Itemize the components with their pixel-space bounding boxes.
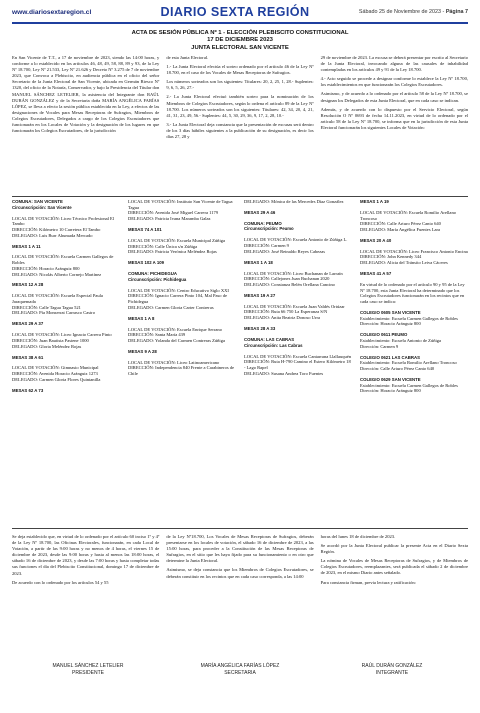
listing-line: DIRECCIÓN: Calle Arturo Pérez Canto 640 (360, 221, 441, 227)
listing-line: MESAS 19 A 27 (244, 292, 276, 298)
listing-column (244, 199, 352, 519)
listing-entry (12, 199, 120, 210)
signatory-role: INTEGRANTE (375, 670, 409, 676)
listing-entry (12, 254, 120, 277)
listing-line: MESAS 20 A 40 (360, 237, 392, 243)
listing-entry (360, 377, 468, 394)
listing-entry (12, 293, 120, 316)
listing-line: LOCAL DE VOTACIÓN: Escuela Cantarrana Llallauquén (244, 353, 352, 359)
listing-line: Dirección: Carmen 9 (360, 343, 399, 349)
listing-line: MESAS 102 A 109 (128, 260, 164, 266)
listing-line: DELEGADO: Pía Monserrat Carrasco Castro (12, 310, 96, 316)
listing-line: MESAS 28 A 33 (244, 326, 276, 332)
section-divider (12, 196, 468, 197)
listing-line: En virtud de lo ordenado por el artículo 90 y 95 de la Ley Nº 18.700, esta Junta Electoral ha determinado que los Colegios Escrutadores funcionarán en los recintos que en cada caso se indica: (360, 281, 465, 305)
listing-line: MESAS 1 A 18 (244, 259, 273, 265)
listing-line: DIRECCIÓN: Ignacio Carrera Pinto 104, Mal Paso de Pichidegua (128, 293, 228, 305)
newspaper-title: DIARIO SEXTA REGIÓN (160, 5, 310, 19)
listing-line: COMUNA: LAS CABRAS (244, 336, 295, 342)
listing-line: LOCAL DE VOTACIÓN: Escuela Carmen Gallegos de Robles (12, 254, 114, 266)
listing-entry (244, 237, 352, 254)
listing-line: MESAS 38 A 61 (12, 354, 44, 360)
listing-entry (12, 332, 120, 349)
listing-line: DIRECCIÓN: Avenida Horacio Aránguiz 1273 (12, 371, 98, 377)
intro-column (321, 55, 468, 143)
listing-line: DELEGADO: Anita Beatriz Donoso Urra (244, 315, 321, 321)
listing-column (360, 199, 468, 519)
listing-entry (244, 199, 352, 205)
closing-paragraph: Para constancia firman, previa lectura y ratificación: (320, 579, 416, 585)
signatory-name: MARÍA ANGÉLICA FARÍAS LÓPEZ (200, 663, 280, 669)
closing-column (321, 534, 468, 589)
listing-line: DIRECCIÓN: Ruta 66 750 La Esperanza S/N (244, 309, 328, 315)
listing-entry (244, 221, 352, 232)
listing-line: COLEGIO 0605 SAN VICENTE (360, 309, 421, 315)
listing-line: MESAS 12 A 28 (12, 282, 44, 288)
listing-line: DIRECCIÓN: Independencia 840 Frente a Carabineros de Chile (128, 365, 235, 377)
listing-line: COMUNA: PICHIDEGUA (128, 271, 177, 277)
listing-line: Establecimiento: Escuela Romilio Arellano Troncoso (360, 360, 457, 366)
listing-entry (244, 304, 352, 321)
listing-line: DIRECCIÓN: Carmen 9 (244, 243, 289, 249)
listing-entry (128, 260, 236, 266)
listing-line: DIRECCIÓN: Santa María 439 (128, 332, 186, 338)
listing-line: Establecimiento: Escuela Antonio de Zúñiga (360, 337, 442, 343)
listing-line: DELEGADO: Carmen Gloria Carter Contreras (128, 304, 214, 310)
listing-entry (244, 210, 352, 216)
listing-line: LOCAL DE VOTACIÓN: Escuela Enrique Serrano (128, 326, 222, 332)
listing-line: DIRECCIÓN: Ruta H-790 Camino el Estero Kilómetro 18 - Lago Rapel (244, 359, 351, 370)
listing-line: DIRECCIÓN: Kilómetro 10 Carretera El Tambo (12, 227, 101, 232)
closing-paragraph: De acuerdo con lo ordenado por los artículos 54 y 55 (12, 579, 109, 585)
listing-line: Dirección: Horacio Aránguiz 800 (360, 388, 421, 394)
listing-line: Circunscripción: Peumo (244, 226, 294, 232)
intro-paragraph: En San Vicente de T.T., a 17 de noviembre de 2023, siendo las 14:00 horas, y conforme a lo establecido en los artículos 46, 48, 49, 58, 88, 89 y 93, de la Ley Nº 18.700, Ley Nº 21.533, Ley Nº 21.626 y Decreto Nº 3.275 de 7 de noviembre 2023, que Convoca a Plebiscito, en audiencia pública en el oficio del señor Secretario de la Junta Electoral de San Vicente, ubicada en Germán Riesco Nº 1320, del oficio de la Notaría, Conservador, y bajo la Presidencia del Titular don MANUEL SÁNCHEZ LETELIER, la asistencia del Integrante don RAÚL DURÁN GONZÁLEZ y de la Secretaria doña MARÍA ANGÉLICA FARÍAS LÓPEZ, se lleva a efecto la sesión pública establecida en la Ley, a efectos de las designaciones de Vocales para Mesas Receptoras de Sufragios, Miembros de Colegios Escrutadores, Delegados a cargo de los Colegios Escrutadores que funcionarán en los Locales de Votación y la designación de los lugares en que funcionarán los Colegios Escrutadores, de la jurisdicción (12, 55, 160, 134)
intro-paragraph: 3.- La Junta Electoral deja constancia que la presentación de excusas será dentro de los 3 días hábiles siguientes a la publicación de su designación, es decir los días 27, 28 y (166, 121, 314, 140)
signatory-name: RAÚL DURÁN GONZÁLEZ (361, 663, 423, 669)
document-title-line2: 17 DE DICIEMBRE 2023 (207, 37, 273, 44)
listing-line: MESAS 1 A 19 (360, 199, 389, 204)
signature-block (316, 663, 468, 677)
listing-entry (128, 238, 236, 255)
listing-line: DELEGADO: Patricia Verónica Meléndez Rojas (128, 249, 217, 255)
listing-line: MESAS 1 A 8 (128, 315, 155, 321)
listing-line: LOCAL DE VOTACIÓN: Liceo Buchanan de Larraín (244, 270, 343, 276)
listing-line: DELEGADO: Susana Andrea Toro Fuentes (244, 370, 324, 376)
listing-line: DIRECCIÓN: Horacio Aránguiz 800 (12, 265, 80, 271)
signatory-role: PRESIDENTE (72, 670, 104, 676)
listing-entry (128, 349, 236, 355)
listing-line: MESAS 29 A 37 (12, 321, 44, 327)
closing-paragraph: de la Ley Nº18.700, Los Vocales de Mesas Receptoras de Sufragios, deberán presentarse en los locales de votación, el sábado 16 de diciembre de 2023, a las 15:00 horas, para proceder a la Constitución de las Mesas Receptoras de Sufragios, en el sitio que les haya fijado para su funcionamiento o en otro que determine la Junta Electoral. (166, 534, 314, 564)
listing-line: LOCAL DE VOTACIÓN: Centro Educativo Siglo XXI (128, 287, 229, 293)
listing-entry (128, 327, 236, 344)
listing-line: DIRECCIÓN: Calle Única s/n Zúñiga (128, 243, 198, 249)
listing-line: DIRECCIÓN: Juan Bautista Pastene 1000 (12, 337, 89, 343)
listing-line: LOCAL DE VOTACIÓN: Liceo Francisco Antonio Encina (360, 248, 468, 254)
listing-entry (360, 310, 468, 327)
section-divider (12, 528, 468, 529)
listing-line: LOCAL DE VOTACIÓN: Liceo Latinoamericano (128, 359, 220, 365)
listing-line: DELEGADO: Luis Burr Ahumada Mercado (12, 232, 93, 238)
listing-entry (244, 260, 352, 266)
listing-entry (360, 271, 468, 277)
listing-line: LOCAL DE VOTACIÓN: Escuela Especial Paula Jaraquemada (12, 293, 103, 305)
listing-line: DIRECCIÓN: Avenida José Miguel Carrera 1179 (128, 210, 219, 216)
listing-line: COLEGIO 0629 SAN VICENTE (360, 376, 421, 382)
polling-places-listing (12, 199, 468, 519)
listing-line: COLEGIO 0621 LAS CABRAS (360, 354, 420, 360)
listing-entry (128, 316, 236, 322)
closing-paragraph: Se deja establecido que, en virtud de lo ordenado por el artículo 60 inciso 1º y 4º de la Ley Nº 18.700, las Oficinas Electorales, funcionarán, en cada Local de Votación, a partir de las 9:00 horas y no menos de 4 horas, el viernes 15 de diciembre de 2023, desde las 9:00 horas y hasta al menos las 18:00 horas, el sábado 16 de diciembre de 2023, y desde las 7:00 horas y hasta completar todas sus funciones el día del Plebiscito Constitucional, domingo 17 de diciembre de 2023. (12, 534, 160, 576)
listing-line: LOCAL DE VOTACIÓN: Escuela Municipal Zúñiga (128, 237, 225, 243)
signatures (12, 663, 468, 677)
listing-entry (244, 354, 352, 377)
document-title-line1: ACTA DE SESIÓN PÚBLICA Nº 1 - ELECCIÓN PLEBISCITO CONSTITUCIONAL (131, 30, 349, 36)
listing-entry (128, 227, 236, 233)
listing-entry (12, 321, 120, 327)
issue-date-text: Sábado 25 de Noviembre de 2023 - (358, 9, 446, 15)
listing-entry (128, 271, 236, 282)
signatory-role: SECRETARIA (224, 670, 256, 676)
listing-line: COMUNA: PEUMO (244, 220, 282, 226)
listing-entry (128, 360, 236, 377)
listing-line: DELEGADO: María Angélica Fuentes Lara (360, 227, 441, 232)
listing-line: Circunscripción: Las Cabras (244, 342, 303, 348)
listing-entry (360, 199, 468, 205)
listing-line: Circunscripción: Pichidegua (128, 276, 187, 282)
listing-entry (244, 326, 352, 332)
signatory-name: MANUEL SÁNCHEZ LETELIER (52, 663, 124, 669)
listing-line: LOCAL DE VOTACIÓN: Liceo Técnico Profesional El Tambo (12, 215, 115, 227)
listing-line: MESAS 29 A 46 (244, 209, 276, 215)
listing-line: LOCAL DE VOTACIÓN: Liceo Ignacio Carrera Pinto (12, 332, 112, 338)
intro-column (166, 55, 313, 143)
intro-column (12, 55, 159, 143)
listing-line: MESAS 41 A 57 (360, 271, 392, 277)
intro-paragraph: de esta Junta Electoral. (166, 55, 209, 60)
listing-entry (12, 216, 120, 239)
intro-paragraph: 2.- La Junta Electoral efectuó también sorteo para la nominación de los Miembros de Colegios Escrutadores, según lo ordena el artículo 89 de la Ley Nº 18.700. Los números sorteados son los siguientes: Titulares: 42, 34, 20, 4, 21, 41, 31, 23, 49, 56.- Suplentes: 44, 5, 30, 29, 36, 9, 17, 2, 28, 10.- (166, 94, 314, 118)
listing-line: MESAS 62 A 73 (12, 387, 44, 393)
listing-line: DELEGADO: Constanza Belén Orellana Cancino (244, 281, 335, 287)
listing-entry (360, 238, 468, 244)
page-header (12, 3, 468, 21)
page-number: Página 7 (445, 9, 468, 15)
listing-entry (12, 388, 120, 394)
listing-line: DELEGADO: Mónica de las Mercedes Díaz González (244, 199, 344, 204)
listing-entry (244, 293, 352, 299)
listing-line: Establecimiento: Escuela Carmen Gallegos de Robles (360, 315, 458, 321)
listing-line: DELEGADO: José Reinaldo Reyes Cabezas (244, 248, 326, 254)
closing-column (166, 534, 313, 589)
intro-section (12, 55, 468, 143)
listing-entry (12, 365, 120, 382)
document-title-line3: JUNTA ELECTORAL SAN VICENTE (191, 44, 289, 51)
listing-entry (360, 332, 468, 349)
intro-paragraph: 4.- Acto seguido se procede a designar conforme lo establece la Ley Nº 18.700, los establecimientos en que funcionarán los Colegios Escrutadores. (320, 76, 468, 88)
listing-entry (244, 271, 352, 288)
listing-entry (360, 355, 468, 372)
closing-section (12, 534, 468, 589)
closing-paragraph: Se acordó por la Junta Electoral publicar la presente Acta en el Diario Sexta Región. (320, 543, 468, 555)
listing-line: Circunscripción: San Vicente (12, 204, 72, 210)
signature-block (164, 663, 316, 677)
listing-entry (128, 199, 236, 222)
intro-paragraph: 1.- La Junta Electoral efectúa el sorteo ordenado por el artículo 46 de la Ley Nº 18.700, en el caso de los Vocales de Mesas Receptoras de Sufragios. (166, 64, 314, 76)
listing-column (128, 199, 236, 519)
listing-line: LOCAL DE VOTACIÓN: Escuela Romilio Arellano Troncoso (360, 209, 456, 221)
listing-line: DELEGADO: Gloria Meléndez Rojas (12, 343, 82, 349)
listing-entry (360, 282, 468, 305)
signature-block (12, 663, 164, 677)
listing-line: DELEGADO: Yolanda del Carmen Contreras Zúñiga (128, 337, 225, 343)
listing-line: LOCAL DE VOTACIÓN: Escuela Juan Valdés Ortúzar (244, 303, 345, 309)
listing-line: DELEGADO: Alicia del Tránsito Leiva Cáceres (360, 260, 448, 266)
listing-entry (360, 210, 468, 233)
listing-line: MESAS 9 A 28 (128, 348, 157, 354)
listing-line: Dirección: Horacio Aránguiz 800 (360, 321, 421, 327)
intro-paragraph: Asimismo, y de acuerdo a lo ordenado por el artículo 58 de la Ley Nº 18.700, se designan los Delegados de esta Junta Electoral, que en cada caso se indican. (320, 91, 468, 103)
listing-entry (244, 337, 352, 348)
listing-line: Dirección: Calle Arturo Pérez Canto 640 (360, 365, 435, 371)
listing-entry (12, 282, 120, 288)
listing-line: DIRECCIÓN: John Kennedy 344 (360, 254, 422, 260)
intro-paragraph: 29 de noviembre de 2023. La excusa se deberá presentar por escrito al Secretario de la Junta Electoral, invocando alguna de las causales de inhabilidad contempladas en los artículos 49 y 91 de la Ley 18.700. (320, 55, 468, 73)
listing-line: DELEGADO: Patricia Ivana Maramba Galaz (128, 216, 211, 222)
listing-line: DELEGADO: Carmen Gloria Flores Quintanilla (12, 376, 101, 382)
listing-line: COMUNA: SAN VICENTE (12, 199, 63, 204)
listing-entry (128, 288, 236, 311)
closing-paragraph: Asimismo, se deja constancia que los Miembros de Colegios Escrutadores, se deberán constituir en los recintos que en cada caso corresponda, a las 14:00 (166, 567, 314, 579)
listing-line: LOCAL DE VOTACIÓN: Escuela Antonio de Zúñiga L. (244, 237, 348, 243)
listing-column (12, 199, 120, 519)
listing-entry (360, 249, 468, 266)
listing-entry (12, 355, 120, 361)
closing-column (12, 534, 159, 589)
listing-line: MESAS 1 A 11 (12, 243, 41, 249)
intro-paragraph: Además, y de acuerdo con lo dispuesto por el Servicio Electoral, según Resolución O Nº 0693 de fecha 14.11.2023, en virtud de lo ordenado por el artículo 58 de la Ley Nº 18.700, se informa que en la jurisdicción de esta Junta Electoral funcionarán los siguientes Locales de Votación: (320, 106, 468, 130)
closing-paragraph: La nómina de Vocales de Mesas Receptoras de Sufragios, y de Miembros de Colegios Escrutadores, reemplazantes, será publicada el sábado 2 de diciembre de 2023, en el mismo Diario antes señalado. (320, 558, 468, 576)
listing-line: LOCAL DE VOTACIÓN: Gimnasio Municipal (12, 365, 99, 371)
listing-entry (12, 244, 120, 250)
listing-line: DELEGADO: Nicolás Alberto Cornejo Martínez (12, 271, 102, 277)
listing-line: DIRECCIÓN: Calle Tagua Tagua 521 (12, 304, 81, 310)
document-title (12, 30, 468, 52)
listing-line: LOCAL DE VOTACIÓN: Instituto San Vicente de Tagua Tagua (128, 199, 233, 210)
issue-date (343, 9, 468, 15)
listing-line: COLEGIO 0611 PEUMO (360, 332, 408, 338)
listing-line: Establecimiento: Escuela Carmen Gallegos de Robles (360, 382, 458, 388)
site-url[interactable]: www.diariosextaregion.cl (12, 8, 92, 16)
closing-paragraph: horas del lunes 18 de diciembre de 2023. (320, 534, 396, 539)
header-divider (12, 22, 468, 24)
intro-paragraph: Los números sorteados son los siguientes: Titulares: 20, 2, 25, 1, 28.- Suplentes: 9, 6, 5, 26, 27.- (166, 79, 314, 91)
listing-line: MESAS 74 A 101 (128, 227, 162, 232)
listing-line: DIRECCIÓN: Callejones Juan Buchanan 2020 (244, 276, 330, 282)
